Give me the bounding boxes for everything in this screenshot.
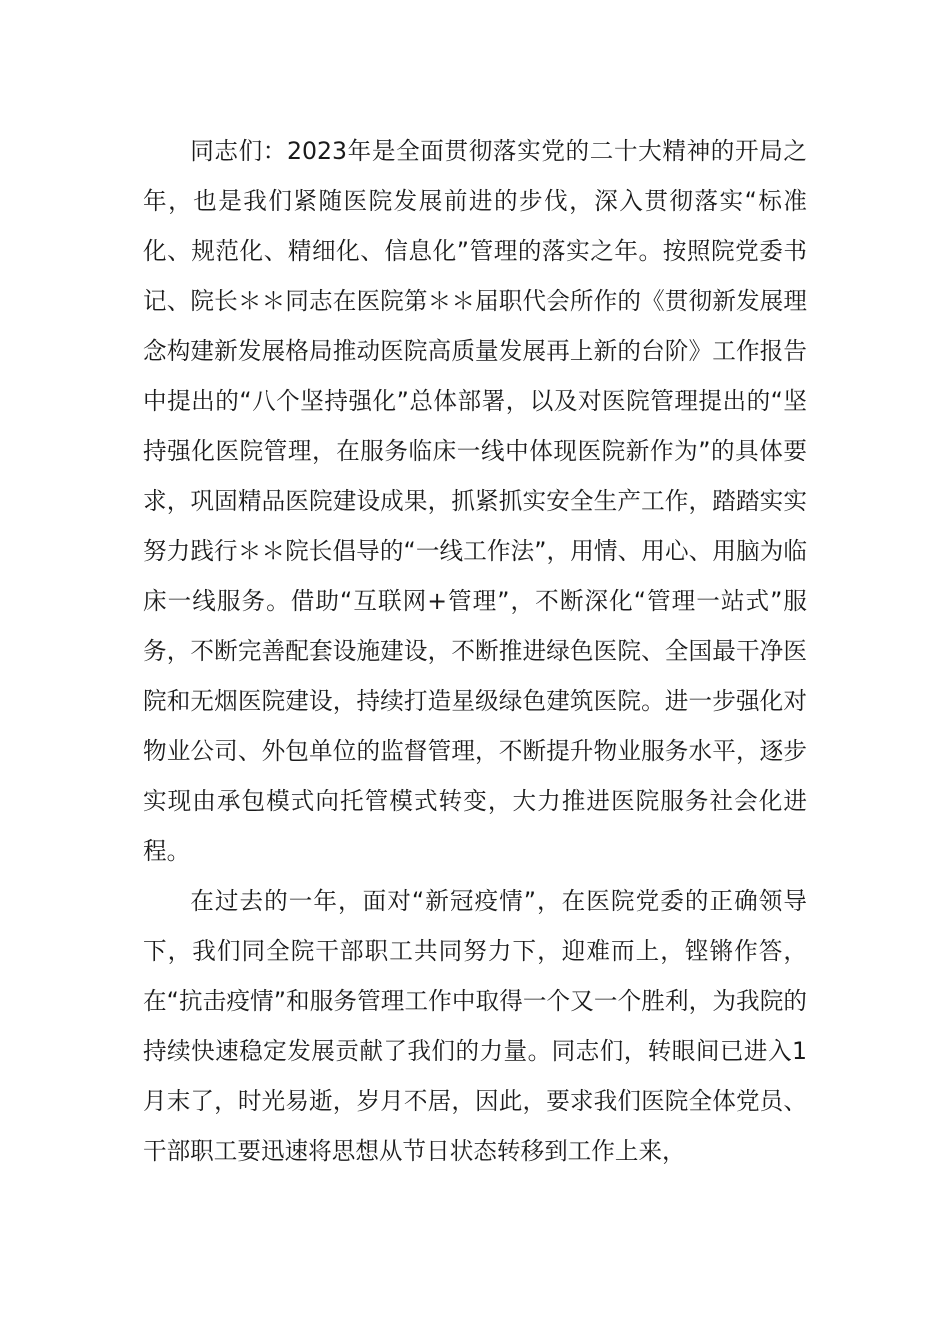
document-body: [143, 126, 807, 1176]
paragraph-review: 在过去的一年，面对“新冠疫情”，在医院党委的正确领导下，我们同全院干部职工共同努力下，迎难而上，铿锵作答，在“抗击疫情”和服务管理工作中取得一个又一个胜利，为我院的持续快速稳定发展贡献了我们的力量。同志们，转眼间已进入1月末了，时光易逝，岁月不居，因此，要求我们医院全体党员、干部职工要迅速将思想从节日状态转移到工作上来，: [143, 887, 807, 1165]
paragraph-opening: 同志们：2023年是全面贯彻落实党的二十大精神的开局之年，也是我们紧随医院发展前进的步伐，深入贯彻落实“标准化、规范化、精细化、信息化”管理的落实之年。按照院党委书记、院长＊＊同志在医院第＊＊届职代会所作的《贯彻新发展理念构建新发展格局推动医院高质量发展再上新的台阶》工作报告中提出的“八个坚持强化”总体部署，以及对医院管理提出的“坚持强化医院管理，在服务临床一线中体现医院新作为”的具体要求，巩固精品医院建设成果，抓紧抓实安全生产工作，踏踏实实努力践行＊＊院长倡导的“一线工作法”，用情、用心、用脑为临床一线服务。借助“互联网+管理”，不断深化“管理一站式”服务，不断完善配套设施建设，不断推进绿色医院、全国最干净医院和无烟医院建设，持续打造星级绿色建筑医院。进一步强化对物业公司、外包单位的监督管理，不断提升物业服务水平，逐步实现由承包模式向托管模式转变，大力推进医院服务社会化进程。: [143, 137, 807, 865]
